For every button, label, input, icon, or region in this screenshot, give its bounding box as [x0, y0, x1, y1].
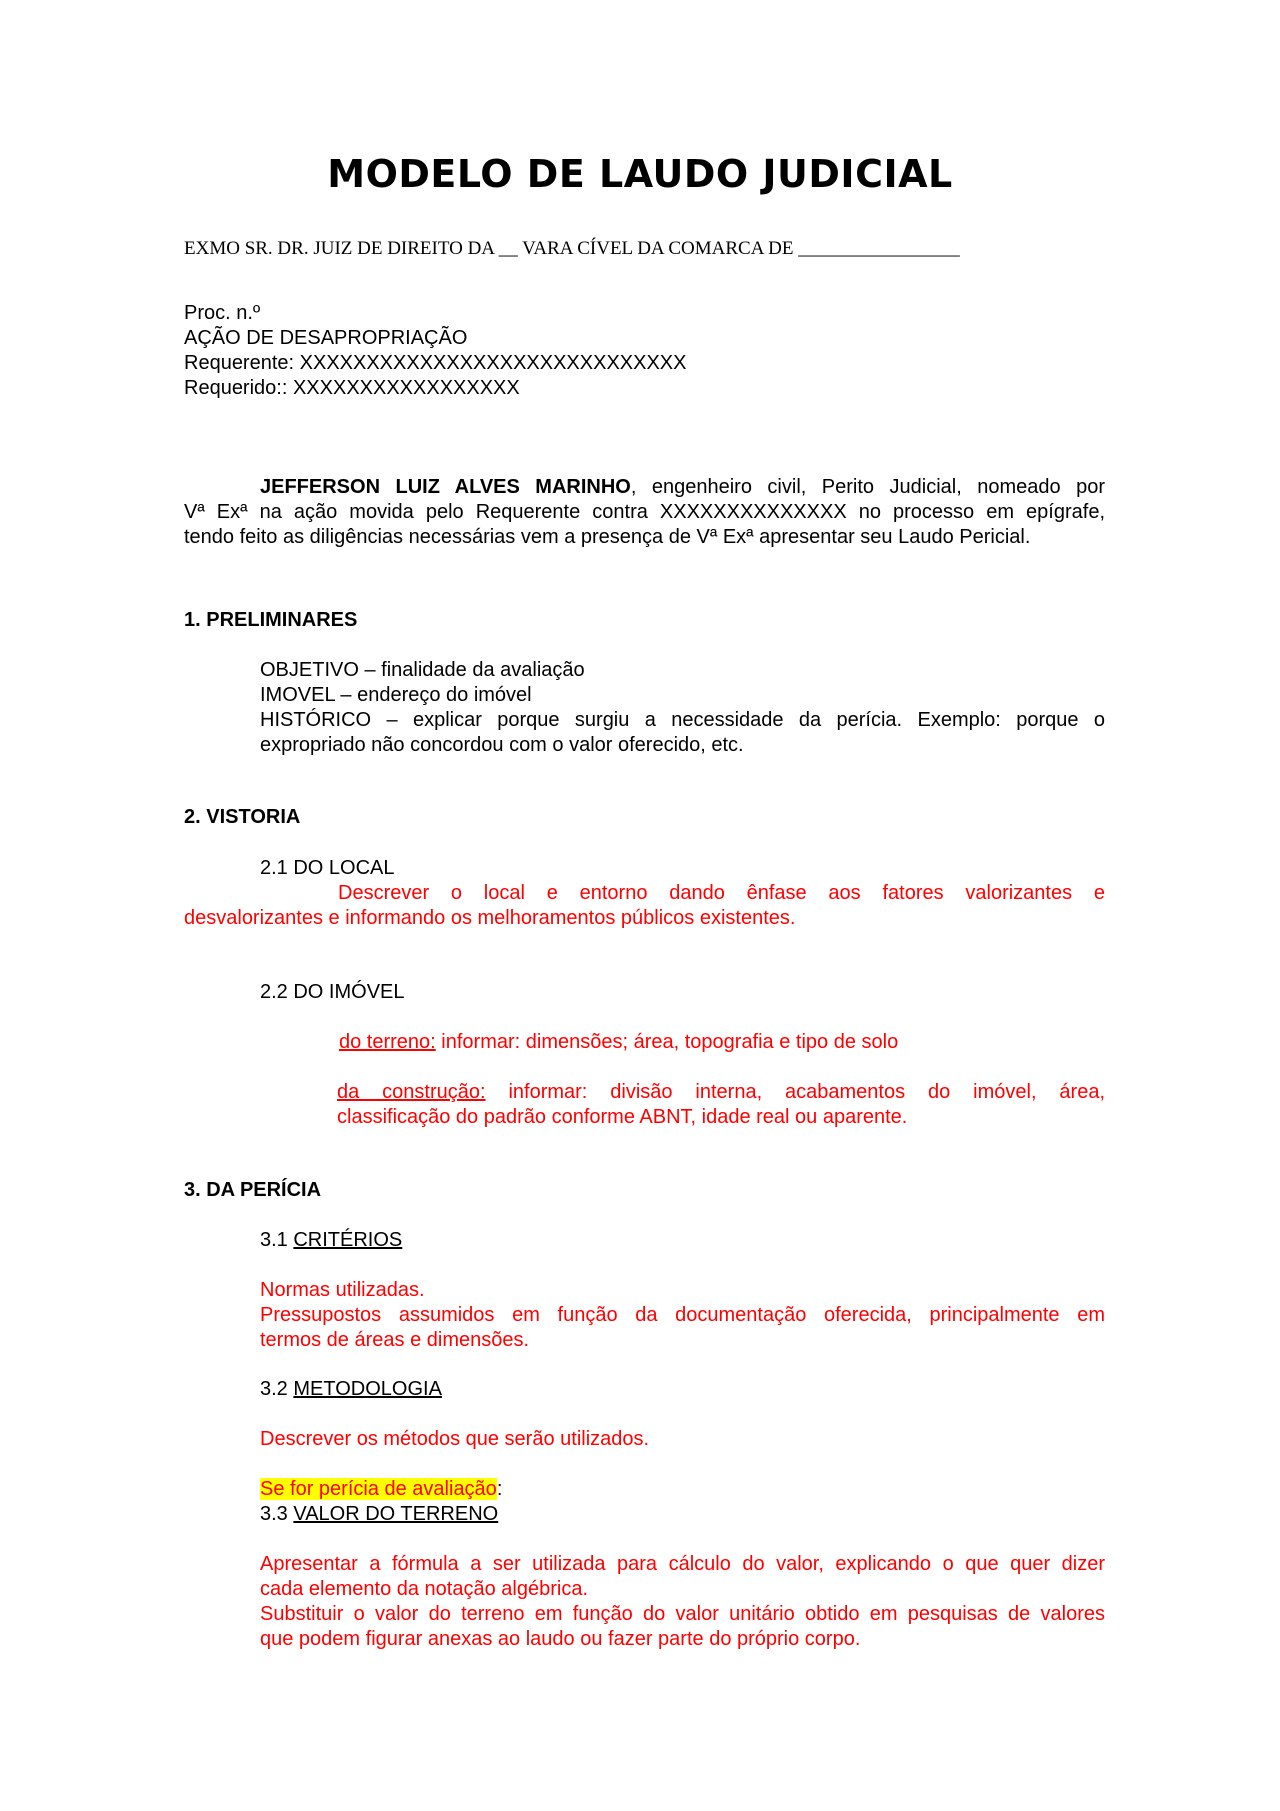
construcao-line-1: da construção: informar: divisão interna, acabamentos do imóvel, área, [337, 1081, 1105, 1103]
objetivo-line: OBJETIVO – finalidade da avaliação [260, 659, 585, 681]
terreno-line: do terreno: informar: dimensões; área, topografia e tipo de solo [339, 1031, 899, 1053]
substituir-line-1: Substituir o valor do terreno em função do valor unitário obtido em pesquisas de valores [260, 1603, 1105, 1625]
construcao-line-2: classificação do padrão conforme ABNT, idade real ou aparente. [337, 1106, 908, 1128]
addressee-line: EXMO SR. DR. JUIZ DE DIREITO DA __ VARA CÍVEL DA COMARCA DE _________________ [184, 238, 960, 259]
criterios-title: 3.1 CRITÉRIOS [260, 1229, 403, 1251]
historico-line-2: expropriado não concordou com o valor oferecido, etc. [260, 734, 744, 756]
document-title: MODELO DE LAUDO JUDICIAL [327, 152, 953, 196]
local-description-line-2: desvalorizantes e informando os melhoramentos públicos existentes. [184, 907, 796, 929]
construcao-label: da construção: [337, 1081, 486, 1103]
avaliacao-condition: Se for perícia de avaliação: [260, 1478, 503, 1500]
imovel-title: 2.2 DO IMÓVEL [260, 981, 405, 1003]
formula-line-2: cada elemento da notação algébrica. [260, 1578, 589, 1600]
metodologia-title: 3.2 METODOLOGIA [260, 1378, 442, 1400]
local-description-line-1: Descrever o local e entorno dando ênfase aos fatores valorizantes e [338, 882, 1105, 904]
requerente-line: Requerente: XXXXXXXXXXXXXXXXXXXXXXXXXXXXX [184, 352, 687, 374]
section-3-heading: 3. DA PERÍCIA [184, 1179, 322, 1201]
valor-terreno-title: 3.3 VALOR DO TERRENO [260, 1503, 499, 1525]
intro-line-1: JEFFERSON LUIZ ALVES MARINHO, engenheiro civil, Perito Judicial, nomeado por [260, 476, 1105, 498]
expert-name: JEFFERSON LUIZ ALVES MARINHO [260, 476, 631, 498]
historico-line-1: HISTÓRICO – explicar porque surgiu a necessidade da perícia. Exemplo: porque o [260, 709, 1105, 731]
pressupostos-line-2: termos de áreas e dimensões. [260, 1329, 530, 1351]
intro-line-2: Vª Exª na ação movida pelo Requerente contra XXXXXXXXXXXXXX no processo em epígrafe, [184, 501, 1105, 523]
requerido-line: Requerido:: XXXXXXXXXXXXXXXXX [184, 377, 520, 399]
action-type: AÇÃO DE DESAPROPRIAÇÃO [184, 327, 468, 349]
pressupostos-line-1: Pressupostos assumidos em função da documentação oferecida, principalmente em [260, 1304, 1105, 1326]
substituir-line-2: que podem figurar anexas ao laudo ou fazer parte do próprio corpo. [260, 1628, 861, 1650]
metodos-line: Descrever os métodos que serão utilizados. [260, 1428, 650, 1450]
section-1-heading: 1. PRELIMINARES [184, 609, 358, 631]
imovel-line: IMOVEL – endereço do imóvel [260, 684, 532, 706]
terreno-label: do terreno: [339, 1031, 436, 1053]
normas-line: Normas utilizadas. [260, 1279, 425, 1301]
local-title: 2.1 DO LOCAL [260, 857, 395, 879]
intro-line-3: tendo feito as diligências necessárias vem a presença de Vª Exª apresentar seu Laudo Pericial. [184, 526, 1031, 548]
section-2-heading: 2. VISTORIA [184, 806, 301, 828]
highlighted-text: Se for perícia de avaliação [260, 1478, 497, 1500]
formula-line-1: Apresentar a fórmula a ser utilizada para cálculo do valor, explicando o que quer dizer [260, 1553, 1105, 1575]
proc-number: Proc. n.º [184, 302, 261, 324]
